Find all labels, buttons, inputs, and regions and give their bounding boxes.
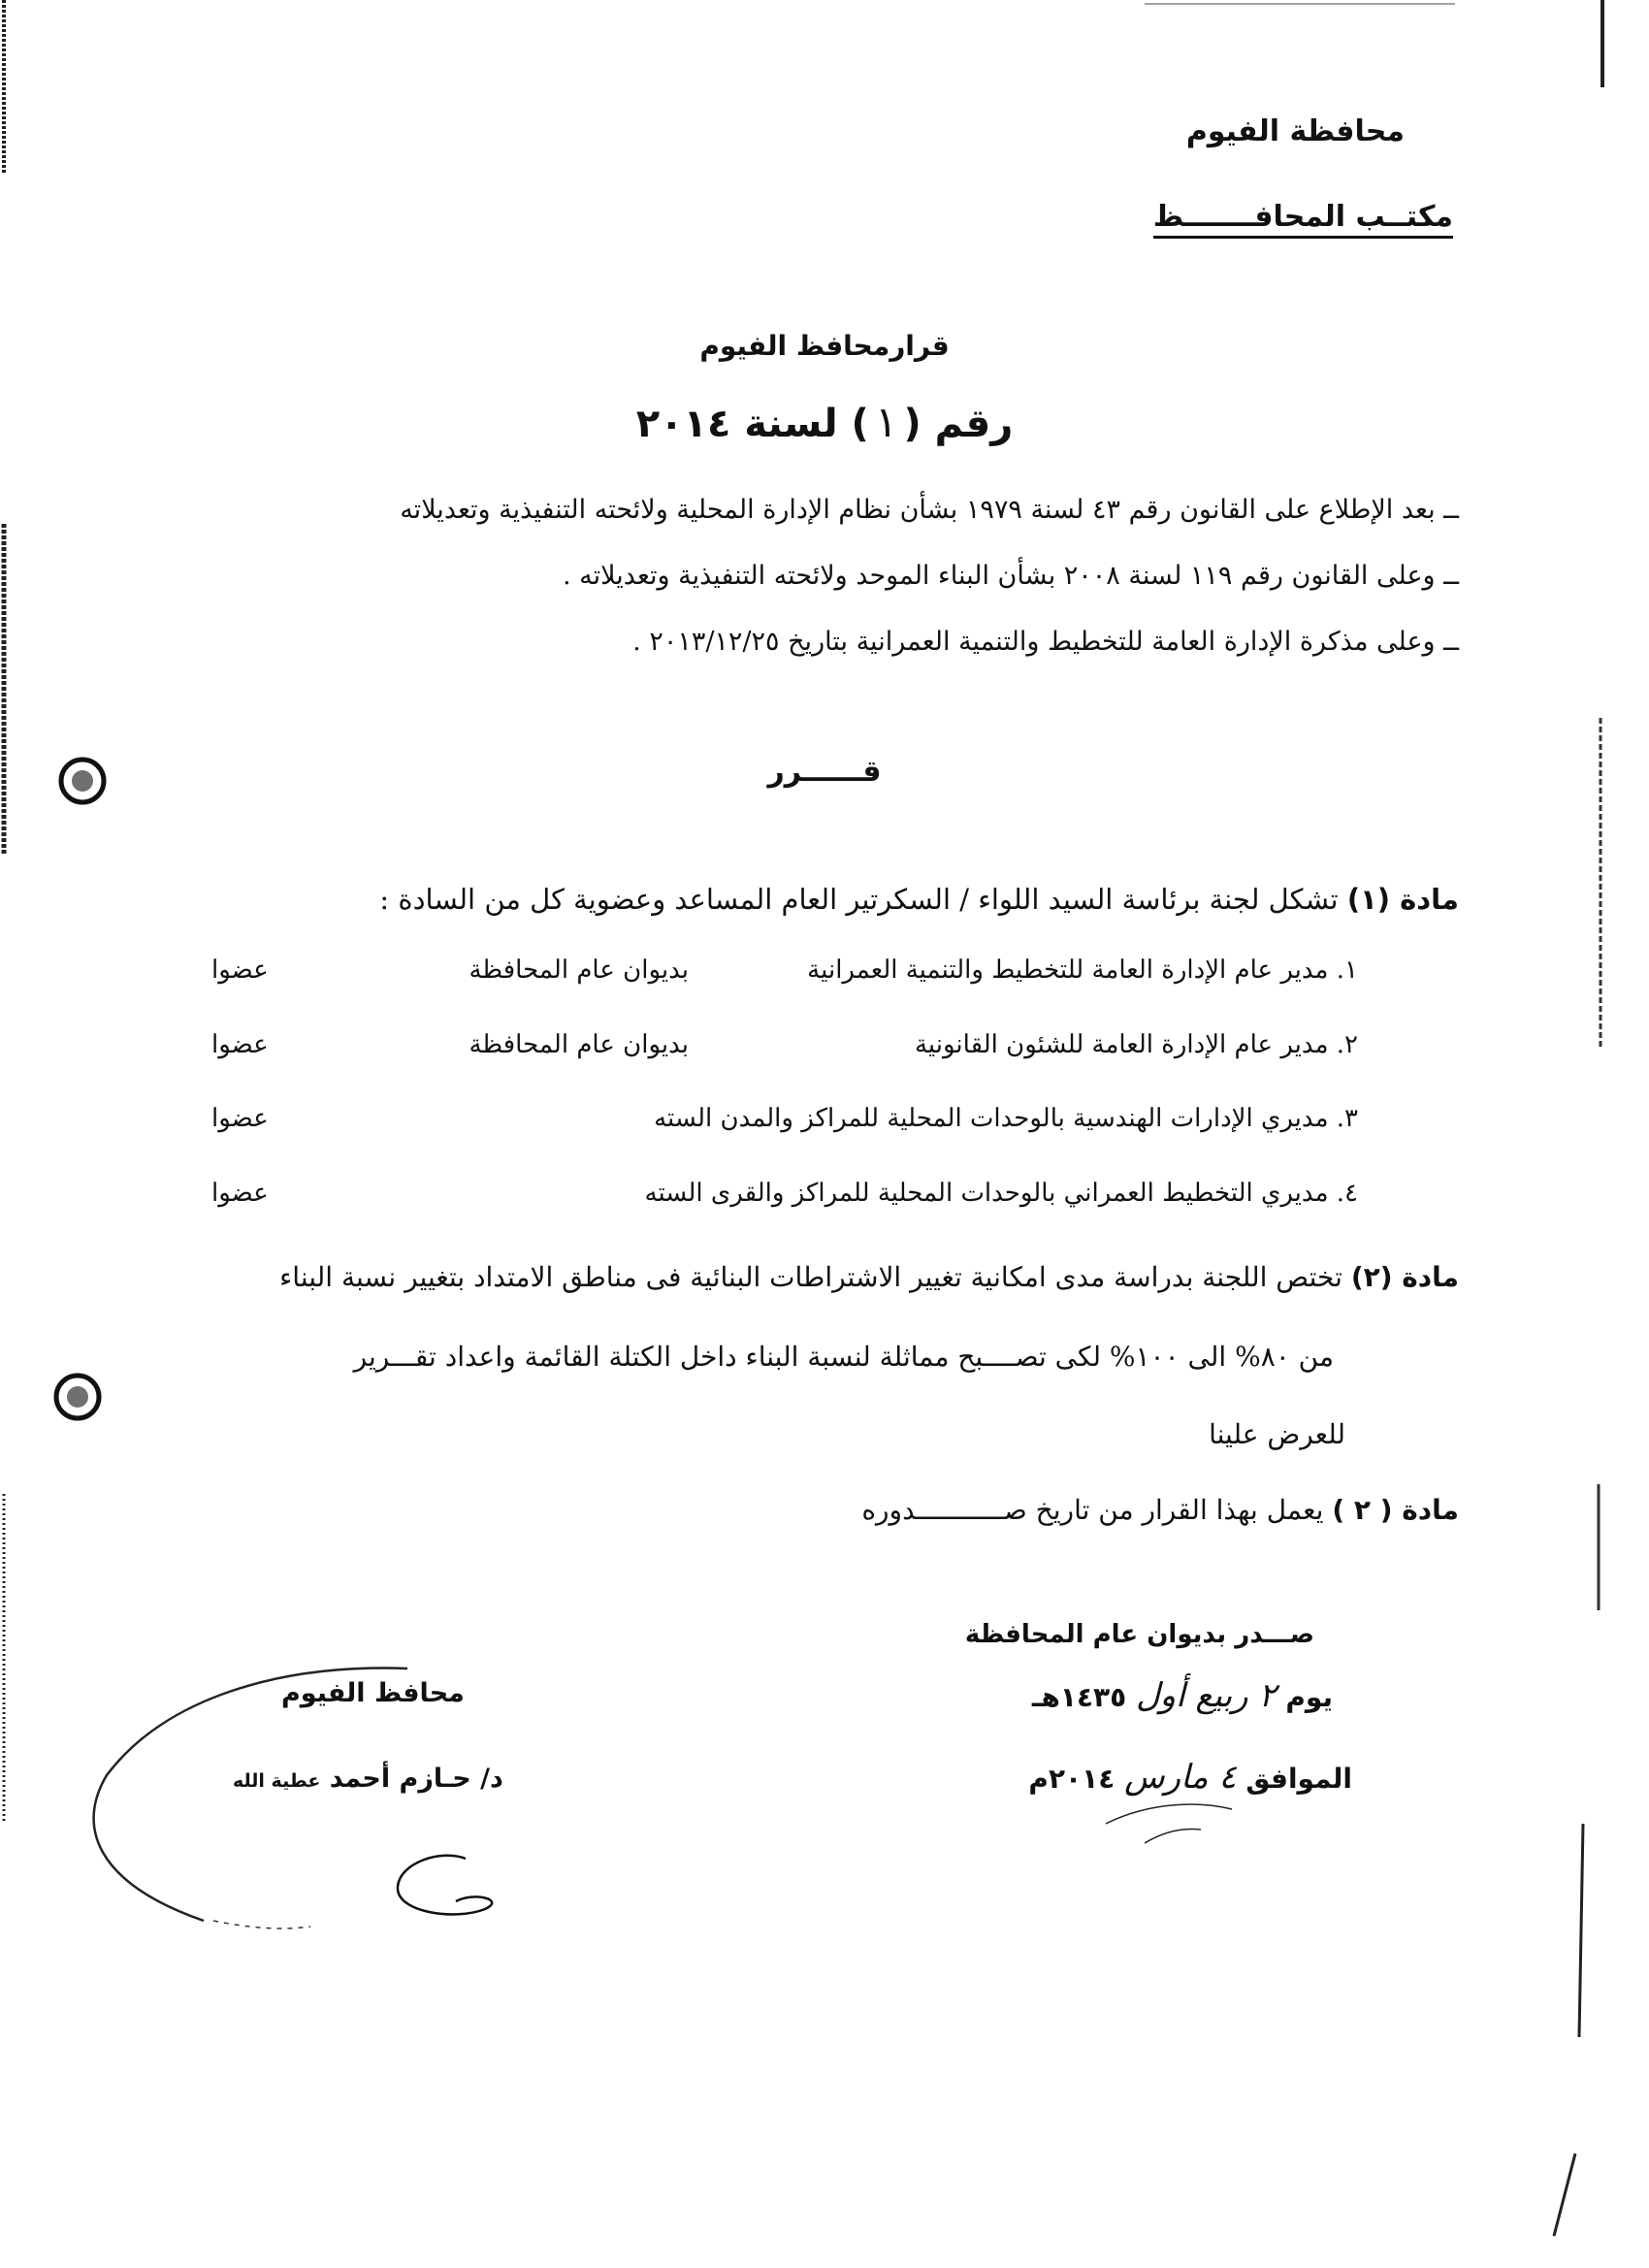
member-place: بديوان عام المحافظة [469,956,689,985]
punch-hole-bottom [48,1368,107,1426]
member-role: عضوا [211,1030,269,1059]
member-role: عضوا [211,1179,269,1208]
office-heading-text: مكتــب المحافـــــــظ [1153,200,1453,239]
member-row [0,1030,1649,1069]
office-heading [1153,200,1453,239]
member-place: بديوان عام المحافظة [469,1030,689,1059]
article-1-text: تشكل لجنة برئاسة السيد اللواء / السكرتير العام المساعد وعضوية كل من السادة : [379,883,1339,916]
article-2-line-2: من ٨٠% الى ١٠٠% لكى تصــــبح مماثلة لنسبة البناء داخل الكتلة القائمة واعداد تقـــرير [353,1341,1334,1373]
member-role: عضوا [211,1104,269,1133]
article-2-label: مادة (٢) [1350,1261,1459,1293]
gregorian-date-handwritten: ٤ مارس [1124,1758,1237,1797]
preamble-line: ــ بعد الإطلاع على القانون رقم ٤٣ لسنة ١٩٧٩ بشأن نظام الإدارة المحلية ولائحته التنفيذية وتعديلاته [400,495,1459,525]
signatory-title: محافظ الفيوم [281,1678,465,1708]
issued-at: صـــدر بديوان عام المحافظة [964,1620,1314,1649]
preamble-line: ــ وعلى مذكرة الإدارة العامة للتخطيط والتنمية العمرانية بتاريخ ٢٠١٣/١٢/٢٥ . [632,627,1459,657]
corresponding-label: الموافق [1245,1763,1352,1795]
member-title: ٣. مديري الإدارات الهندسية بالوحدات المحلية للمراكز والمدن السته [654,1104,1358,1133]
member-row [0,956,1649,994]
member-role: عضوا [211,956,269,985]
hijri-year: ١٤٣٥هـ [1031,1681,1127,1713]
member-title: ١. مدير عام الإدارة العامة للتخطيط والتنمية العمرانية [807,956,1358,985]
decree-number-suffix: ) لسنة ٢٠١٤ [635,402,869,446]
member-row [0,1179,1649,1217]
gregorian-year: ٢٠١٤م [1028,1763,1116,1795]
article-3-label: مادة ( ٢ ) [1332,1494,1459,1526]
member-title: ٢. مدير عام الإدارة العامة للشئون القانونية [914,1030,1358,1059]
decree-number-prefix: رقم ( [903,402,1014,446]
decree-number [0,398,1649,447]
decree-number-value: ١ [874,398,898,447]
article-2 [279,1261,1459,1293]
decree-title: قرارمحافظ الفيوم [699,330,950,362]
date-pen-strokes [1086,1707,1319,1853]
signatory-name-suffix: عطية الله [233,1770,321,1792]
member-row [0,1104,1649,1143]
governorate-heading: محافظة الفيوم [1185,114,1405,148]
article-1-label: مادة (١) [1346,883,1459,916]
article-2-line-3: للعرض علينا [1209,1418,1345,1450]
article-1 [379,883,1459,916]
article-3 [861,1494,1459,1526]
member-title: ٤. مديري التخطيط العمراني بالوحدات المحلية للمراكز والقرى السته [644,1179,1358,1208]
article-2-line-1: تختص اللجنة بدراسة مدى امكانية تغيير الاشتراطات البنائية فى مناطق الامتداد بتغيير نسبة البناء [279,1261,1342,1293]
article-3-text: يعمل بهذا القرار من تاريخ صـــــــــــدوره [861,1494,1324,1526]
preamble-line: ــ وعلى القانون رقم ١١٩ لسنة ٢٠٠٨ بشأن البناء الموحد ولائحته التنفيذية وتعديلاته . [563,561,1459,591]
signatory-name-main: د/ حـازم أحمد [329,1764,503,1794]
hijri-date-handwritten: ٢ ربيع أول [1135,1676,1277,1715]
resolved-heading: قــــــرر [767,755,882,789]
handwritten-signature [58,1630,737,1940]
day-label: يوم [1285,1681,1333,1713]
